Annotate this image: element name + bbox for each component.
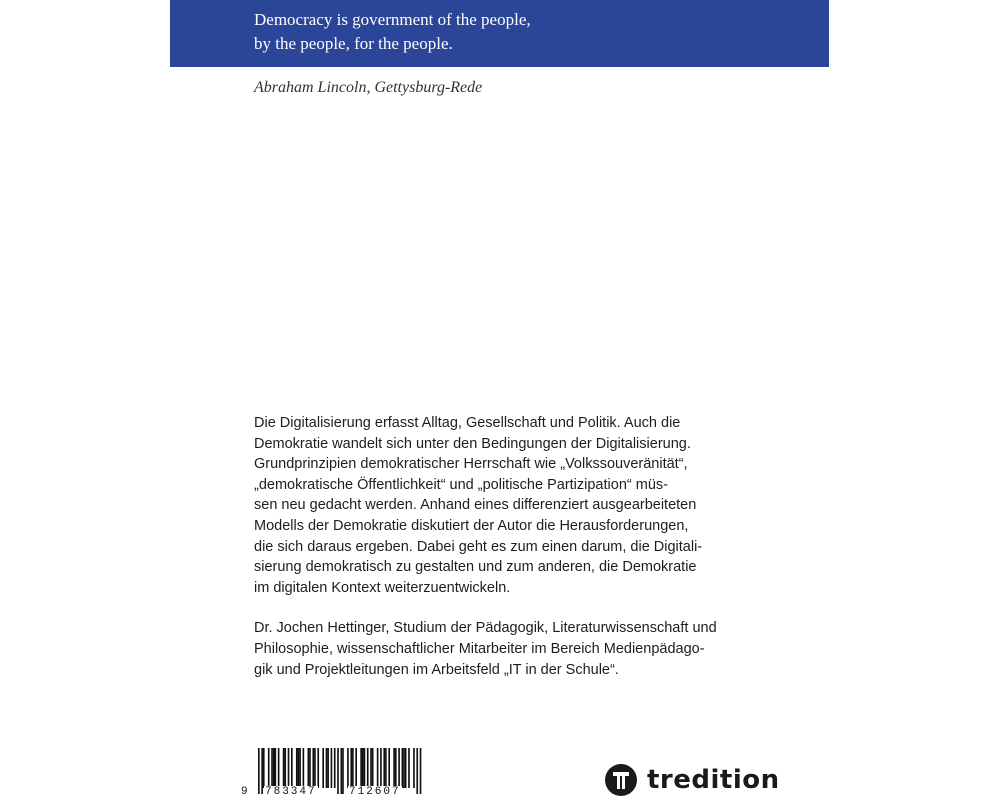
blurb-line: die sich daraus ergeben. Dabei geht es zum einen darum, die Digitali- (254, 538, 703, 555)
barcode-bar (402, 748, 404, 788)
barcode-bar (275, 748, 277, 788)
blurb-line: sierung demokratisch zu gestalten und zum anderen, die Demokratie (254, 559, 697, 576)
quote-attribution: Abraham Lincoln, Gettysburg-Rede (254, 79, 483, 96)
barcode-bar (360, 748, 362, 788)
blurb-paragraph-description (254, 413, 754, 598)
barcode-bar (309, 748, 311, 788)
barcode-bar (331, 748, 333, 788)
author-bio-line: Dr. Jochen Hettinger, Studium der Pädagogik, Literaturwissenschaft und (254, 620, 717, 637)
barcode-bar (352, 748, 354, 788)
barcode-bar (334, 748, 336, 788)
barcode-bar (413, 748, 415, 788)
barcode-bar (291, 748, 293, 788)
tredition-logo-icon (605, 764, 637, 796)
blurb-line: sen neu gedacht werden. Anhand eines differenziert ausgearbeiteten (254, 497, 697, 514)
barcode-bar (405, 748, 407, 788)
barcode-bar (314, 748, 316, 788)
barcode-bar (296, 748, 298, 788)
barcode-bar (278, 748, 280, 788)
blurb-line: Demokratie wandelt sich unter den Bedingungen der Digitalisierung. (254, 435, 691, 452)
quote-line-2: by the people, for the people. (254, 34, 453, 53)
barcode-bar (268, 748, 270, 788)
barcode-bar (355, 748, 357, 788)
barcode-digits-right: 712607 (349, 786, 401, 798)
paragraph-spacer (254, 598, 754, 618)
barcode-bar (271, 748, 273, 788)
barcode-bar (398, 748, 400, 788)
barcode-bar (303, 748, 305, 788)
blurb-line: Modells der Demokratie diskutiert der Autor die Herausforderungen, (254, 517, 689, 534)
barcode-bar (327, 748, 329, 788)
barcode-bar (408, 748, 410, 788)
barcode-bar (284, 748, 286, 788)
quote-line-1: Democracy is government of the people, (254, 10, 531, 29)
barcode-bar (380, 748, 382, 788)
barcode-bar (393, 748, 395, 788)
blurb-text (254, 413, 754, 680)
publisher-name: tredition (647, 765, 780, 795)
barcode-bar (288, 748, 290, 788)
barcode-digits (240, 786, 430, 800)
quote-banner (170, 0, 829, 67)
blurb-line: im digitalen Kontext weiterzuentwickeln. (254, 579, 511, 596)
barcode-bar (263, 748, 265, 788)
blurb-line: „demokratische Öffentlichkeit“ und „politische Partizipation“ müs- (254, 476, 668, 493)
author-bio-line: Philosophie, wissenschaftlicher Mitarbeiter im Bereich Medienpädago- (254, 640, 705, 657)
barcode-bar (312, 748, 314, 788)
barcode-bar (395, 748, 397, 788)
barcode-bar (273, 748, 275, 788)
barcode-bar (308, 748, 310, 788)
barcode-bar (372, 748, 374, 788)
barcode-bar (317, 748, 319, 788)
barcode-bar (364, 748, 366, 788)
author-bio-line: gik und Projektleitungen im Arbeitsfeld „IT in der Schule“. (254, 661, 619, 678)
barcode-bar (385, 748, 387, 788)
blurb-line: Die Digitalisierung erfasst Alltag, Gesellschaft und Politik. Auch die (254, 415, 681, 431)
isbn-barcode (240, 748, 430, 800)
barcode-bar (383, 748, 385, 788)
barcode-bar (388, 748, 390, 788)
barcode-digits-left: 783347 (265, 786, 317, 798)
blurb-paragraph-author-bio (254, 618, 754, 680)
barcode-bar (377, 748, 379, 788)
barcode-bar (403, 748, 405, 788)
barcode-bar (362, 748, 364, 788)
barcode-bar (299, 748, 301, 788)
publisher-logo (605, 762, 780, 798)
barcode-bar (298, 748, 300, 788)
barcode-bar (347, 748, 349, 788)
barcode-bar (322, 748, 324, 788)
barcode-bar (350, 748, 352, 788)
barcode-digit-first: 9 (241, 786, 248, 798)
barcode-bar (367, 748, 369, 788)
barcode-bar (283, 748, 285, 788)
barcode-bar (370, 748, 372, 788)
blurb-line: Grundprinzipien demokratischer Herrschaft wie „Volkssouveränität“, (254, 456, 688, 473)
barcode-bar (326, 748, 328, 788)
